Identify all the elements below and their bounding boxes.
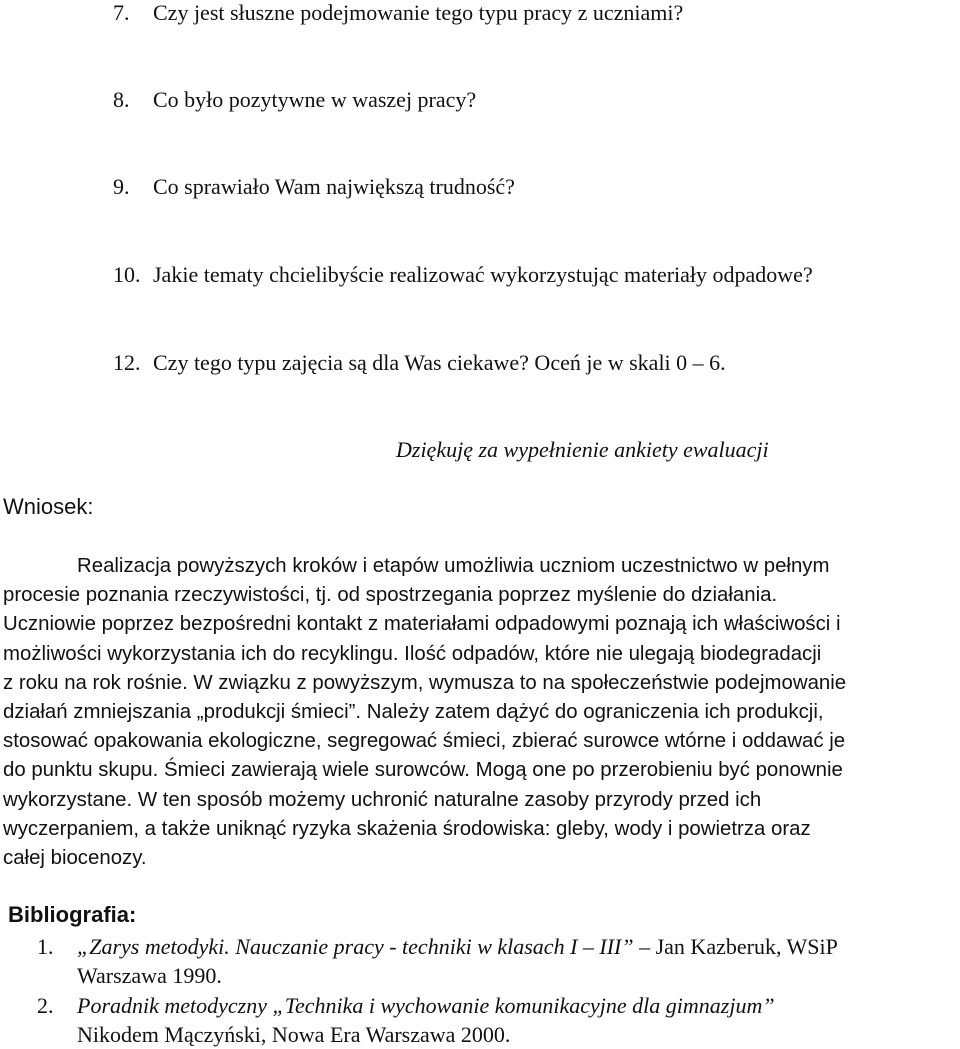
thanks-note: Dziękuję za wypełnienie ankiety ewaluacji [396,437,769,462]
question-number: 7. [113,0,130,25]
question-text: Czy tego typu zajęcia są dla Was ciekawe? Oceń je w skali 0 – 6. [153,350,726,375]
question-text: Co sprawiało Wam największą trudność? [153,174,515,199]
paragraph-line: Realizacja powyższych kroków i etapów umożliwia uczniom uczestnictwo w pełnym [77,555,830,577]
bibliography-item [37,932,838,990]
bibliography-continuation: Nikodem Mączyński, Nowa Era Warszawa 2000. [77,1022,511,1047]
question-item [113,174,515,200]
paragraph-line: możliwości wykorzystania ich do recyklingu. Ilość odpadów, które nie ulegają biodegradacji [3,642,822,665]
paragraph-line: całej biocenozy. [3,847,147,870]
question-item [113,350,726,376]
question-text: Co było pozytywne w waszej pracy? [153,87,477,112]
paragraph-line: stosować opakowania ekologiczne, segregować śmieci, zbierać surowce wtórne i oddawać je [3,730,846,753]
paragraph-line: wykorzystane. W ten sposób możemy uchronić naturalne zasoby przyrody przed ich [3,788,762,811]
paragraph-line: z roku na rok rośnie. W związku z powyższym, wymusza to na społeczeństwie podejmowanie [3,671,847,694]
paragraph-line: Uczniowie poprzez bezpośredni kontakt z materiałami odpadowymi poznają ich właściwości i [3,613,841,636]
question-number: 9. [113,174,130,199]
bibliography-heading: Bibliografia: [8,902,137,927]
question-item [113,0,683,26]
bibliography-number: 2. [37,993,54,1018]
question-item [113,87,476,113]
bibliography-item [37,991,775,1049]
question-text: Czy jest słuszne podejmowanie tego typu pracy z uczniami? [153,0,684,25]
paragraph-line: do punktu skupu. Śmieci zawierają wiele surowców. Mogą one po przerobieniu być ponownie [3,759,843,782]
bibliography-continuation: Warszawa 1990. [77,963,222,988]
question-number: 10. [113,262,141,287]
conclusion-paragraph [3,552,957,873]
bibliography-title: Poradnik metodyczny „Technika i wychowanie komunikacyjne dla gimnazjum” [77,993,775,1018]
question-number: 12. [113,350,141,375]
paragraph-line: działań zmniejszania „produkcji śmieci”. Należy zatem dążyć do ograniczenia ich produkcji, [3,701,824,724]
conclusion-heading: Wniosek: [3,494,94,519]
question-text: Jakie tematy chcielibyście realizować wykorzystując materiały odpadowe? [153,262,813,287]
bibliography-number: 1. [37,934,54,959]
question-item [113,262,813,288]
paragraph-line: wyczerpaniem, a także uniknąć ryzyka skażenia środowiska: gleby, wody i powietrza oraz [3,817,811,840]
bibliography-author: – Jan Kazberuk, WSiP [633,934,838,959]
question-number: 8. [113,87,130,112]
bibliography-title: „Zarys metodyki. Nauczanie pracy - techniki w klasach I – III” [77,934,634,959]
paragraph-line: procesie poznania rzeczywistości, tj. od spostrzegania poprzez myślenie do działania. [3,584,778,607]
